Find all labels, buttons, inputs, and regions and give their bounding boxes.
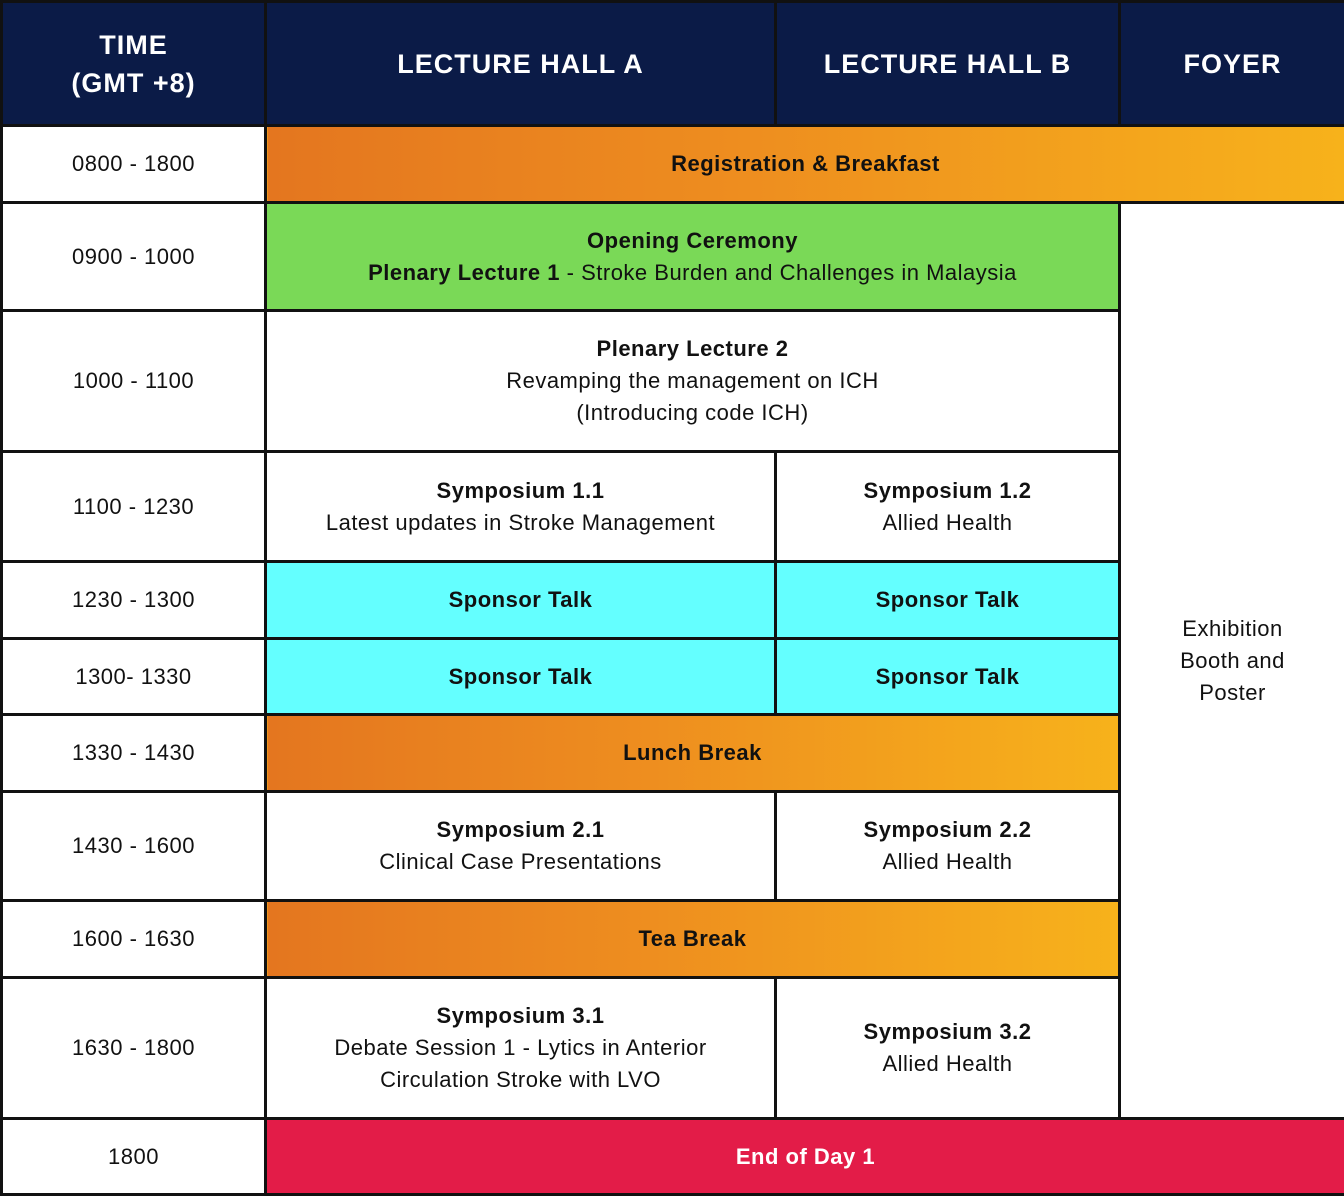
symposium-3-2-cell <box>776 978 1120 1119</box>
header-row <box>2 2 1344 126</box>
symposium-2-1-cell <box>266 792 776 901</box>
end-of-day-cell: End of Day 1 <box>266 1119 1344 1195</box>
tea-break-cell: Tea Break <box>266 901 1120 978</box>
time-cell: 1230 - 1300 <box>2 562 266 639</box>
lunch-break-cell: Lunch Break <box>266 715 1120 792</box>
sponsor-talk-cell: Sponsor Talk <box>776 639 1120 715</box>
session-title: Symposium 3.2 <box>863 1019 1032 1044</box>
time-cell: 1800 <box>2 1119 266 1195</box>
table-row <box>2 203 1344 311</box>
plenary-1-topic: - Stroke Burden and Challenges in Malaysia <box>560 259 1017 285</box>
session-line: (Introducing code ICH) <box>576 400 809 425</box>
session-line: Allied Health <box>882 509 1013 535</box>
session-title: Symposium 2.1 <box>436 817 605 842</box>
session-title: Symposium 1.1 <box>436 477 605 503</box>
time-cell: 1430 - 1600 <box>2 792 266 901</box>
table-row <box>2 126 1344 203</box>
session-line: Allied Health <box>882 849 1013 874</box>
sponsor-talk-cell: Sponsor Talk <box>266 562 776 639</box>
session-title: Symposium 3.1 <box>436 1003 605 1028</box>
plenary-1-label: Plenary Lecture 1 <box>368 259 561 285</box>
foyer-line: Booth and <box>1180 647 1285 673</box>
time-cell: 1630 - 1800 <box>2 978 266 1119</box>
session-title: Symposium 1.2 <box>863 477 1032 503</box>
session-title: Symposium 2.2 <box>863 817 1032 842</box>
opening-ceremony-cell <box>266 203 1120 311</box>
timezone-label: (GMT +8) <box>71 67 196 98</box>
time-header <box>2 2 266 126</box>
foyer-exhibition-cell <box>1120 203 1344 1119</box>
time-cell: 1000 - 1100 <box>2 311 266 452</box>
symposium-1-2-cell <box>776 452 1120 562</box>
foyer-header: FOYER <box>1120 2 1344 126</box>
hall-b-header: LECTURE HALL B <box>776 2 1120 126</box>
session-title: Opening Ceremony <box>587 227 798 253</box>
time-cell: 1330 - 1430 <box>2 715 266 792</box>
session-title: Plenary Lecture 2 <box>596 336 789 361</box>
sponsor-talk-cell: Sponsor Talk <box>266 639 776 715</box>
plenary-lecture-2-cell <box>266 311 1120 452</box>
foyer-line: Exhibition <box>1182 615 1283 641</box>
symposium-1-1-cell <box>266 452 776 562</box>
time-cell: 1600 - 1630 <box>2 901 266 978</box>
session-line: Clinical Case Presentations <box>379 849 662 874</box>
session-line: Revamping the management on ICH <box>506 368 879 393</box>
time-cell: 1100 - 1230 <box>2 452 266 562</box>
session-subtitle <box>275 257 1110 289</box>
registration-breakfast-cell: Registration & Breakfast <box>266 126 1344 203</box>
time-header-label: TIME <box>99 29 168 60</box>
symposium-3-1-cell <box>266 978 776 1119</box>
session-line: Allied Health <box>882 1051 1013 1076</box>
session-line: Circulation Stroke with LVO <box>380 1067 661 1092</box>
time-cell: 0900 - 1000 <box>2 203 266 311</box>
foyer-line: Poster <box>1199 679 1266 705</box>
symposium-2-2-cell <box>776 792 1120 901</box>
table-row <box>2 1119 1344 1195</box>
session-line: Latest updates in Stroke Management <box>325 509 716 535</box>
sponsor-talk-cell: Sponsor Talk <box>776 562 1120 639</box>
time-cell: 0800 - 1800 <box>2 126 266 203</box>
hall-a-header: LECTURE HALL A <box>266 2 776 126</box>
time-cell: 1300- 1330 <box>2 639 266 715</box>
session-line: Debate Session 1 - Lytics in Anterior <box>334 1035 707 1060</box>
